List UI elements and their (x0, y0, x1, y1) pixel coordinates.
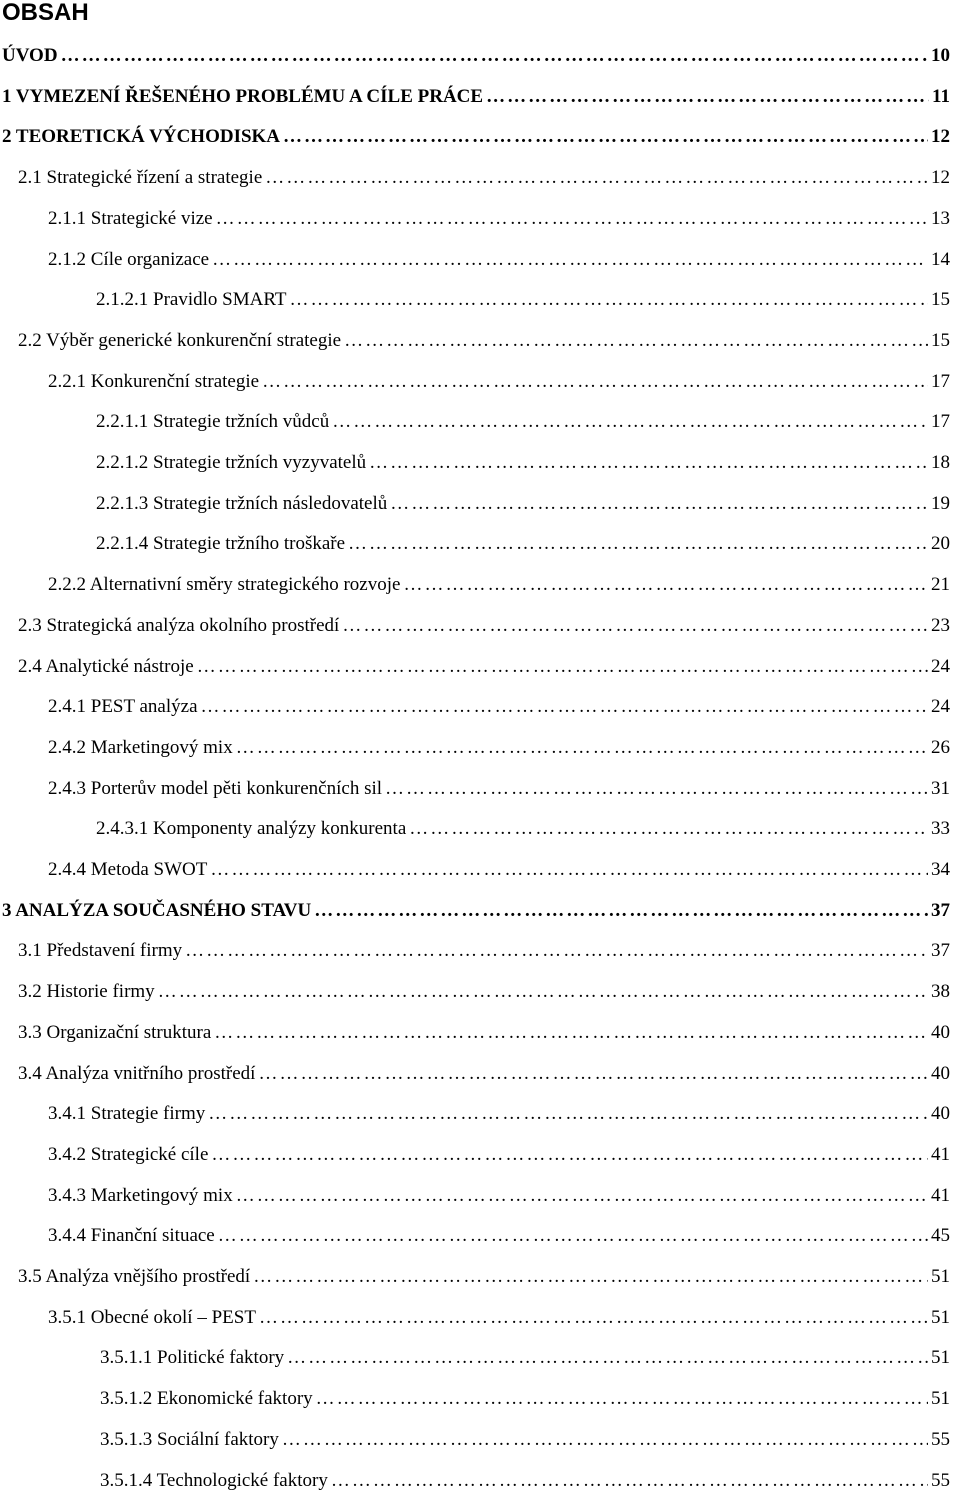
toc-entry-title: 2.2.1.2 Strategie tržních vyzyvatelů (96, 452, 367, 473)
toc-entry-title: 2.2.1.1 Strategie tržních vůdců (96, 411, 330, 432)
toc-page-number: 24 (931, 696, 950, 717)
toc-entry[interactable] (48, 733, 950, 763)
toc-entry[interactable] (18, 1262, 950, 1292)
toc-entry-title: 2.4.2 Marketingový mix (48, 737, 233, 758)
toc-dot-leader (158, 977, 928, 1007)
toc-dot-leader (331, 1466, 928, 1496)
toc-page-number: 11 (932, 86, 950, 107)
toc-dot-leader (385, 774, 928, 804)
toc-entry-title: 2.3 Strategická analýza okolního prostředí (18, 615, 340, 636)
toc-entry-title: 2.2.1.3 Strategie tržních následovatelů (96, 493, 388, 514)
toc-dot-leader (214, 1018, 928, 1048)
toc-entry-title: 3.4.3 Marketingový mix (48, 1185, 233, 1206)
toc-entry[interactable] (18, 936, 950, 966)
toc-page-number: 10 (931, 45, 950, 66)
toc-page-number: 26 (931, 737, 950, 758)
toc-dot-leader (197, 652, 928, 682)
toc-page-number: 51 (931, 1347, 950, 1368)
toc-entry-title: 3.2 Historie firmy (18, 981, 155, 1002)
toc-entry[interactable] (18, 1059, 950, 1089)
toc-dot-leader (289, 285, 928, 315)
toc-page-number: 51 (931, 1266, 950, 1287)
toc-dot-leader (403, 570, 928, 600)
toc-dot-leader (344, 326, 928, 356)
toc-entry-title: 2.2.1.4 Strategie tržního troškaře (96, 533, 346, 554)
toc-entry-title: 3.5.1.3 Sociální faktory (100, 1429, 279, 1450)
toc-dot-leader (185, 936, 928, 966)
toc-page-number: 15 (931, 289, 950, 310)
toc-dot-leader (208, 1099, 928, 1129)
toc-dot-leader (265, 163, 928, 193)
toc-page-number: 37 (931, 900, 950, 921)
toc-entry[interactable] (100, 1425, 950, 1455)
toc-dot-leader (390, 489, 928, 519)
toc-dot-leader (283, 122, 928, 152)
toc-page-number: 40 (931, 1063, 950, 1084)
toc-entry-title: 3.4.1 Strategie firmy (48, 1103, 206, 1124)
toc-entry[interactable] (48, 1140, 950, 1170)
toc-entry[interactable] (48, 855, 950, 885)
toc-entry[interactable] (96, 814, 950, 844)
toc-entry[interactable] (100, 1384, 950, 1414)
toc-dot-leader (212, 245, 928, 275)
toc-entry[interactable] (48, 1221, 950, 1251)
toc-entry[interactable] (96, 529, 950, 559)
toc-entry-title: 1 VYMEZENÍ ŘEŠENÉHO PROBLÉMU A CÍLE PRÁCE (2, 86, 484, 107)
toc-entry[interactable] (18, 611, 950, 641)
toc-page-number: 51 (931, 1307, 950, 1328)
toc-page-number: 19 (931, 493, 950, 514)
toc-dot-leader (236, 1181, 928, 1211)
toc-entry[interactable] (100, 1466, 950, 1496)
toc-entry-title: 2.1.2.1 Pravidlo SMART (96, 289, 287, 310)
toc-dot-leader (348, 529, 928, 559)
toc-dot-leader (282, 1425, 928, 1455)
toc-page-number: 13 (931, 208, 950, 229)
toc-entry[interactable] (48, 774, 950, 804)
toc-entry[interactable] (18, 163, 950, 193)
toc-page-number: 12 (931, 126, 950, 147)
toc-entry-title: 2.4.1 PEST analýza (48, 696, 198, 717)
toc-page-number: 31 (931, 778, 950, 799)
toc-entry[interactable] (2, 122, 950, 152)
toc-entry[interactable] (96, 285, 950, 315)
toc-page-number: 20 (931, 533, 950, 554)
toc-entry-title: 3.1 Představení firmy (18, 940, 183, 961)
toc-page-number: 51 (931, 1388, 950, 1409)
toc-page-number: 14 (931, 249, 950, 270)
toc-page-number: 12 (931, 167, 950, 188)
toc-entry-title: 3.4.2 Strategické cíle (48, 1144, 209, 1165)
toc-entry[interactable] (2, 41, 950, 71)
toc-dot-leader (201, 692, 928, 722)
toc-dot-leader (314, 896, 928, 926)
toc-page-number: 23 (931, 615, 950, 636)
toc-dot-leader (316, 1384, 928, 1414)
toc-entry-title: 2.1.2 Cíle organizace (48, 249, 210, 270)
toc-entry-title: 2.4.3.1 Komponenty analýzy konkurenta (96, 818, 407, 839)
toc-dot-leader (332, 407, 928, 437)
toc-page-number: 17 (931, 411, 950, 432)
toc-dot-leader (486, 82, 929, 112)
toc-dot-leader (409, 814, 928, 844)
toc-dot-leader (218, 1221, 928, 1251)
toc-entry-title: 3.3 Organizační struktura (18, 1022, 212, 1043)
toc-page-number: 34 (931, 859, 950, 880)
toc-entry[interactable] (48, 367, 950, 397)
toc-entry-title: 3.5.1 Obecné okolí – PEST (48, 1307, 256, 1328)
toc-entry[interactable] (96, 489, 950, 519)
toc-entry[interactable] (48, 692, 950, 722)
toc-page-number: 55 (931, 1470, 950, 1491)
toc-page-number: 41 (931, 1185, 950, 1206)
toc-title: OBSAH (2, 0, 89, 26)
toc-dot-leader (287, 1343, 928, 1373)
toc-entry[interactable] (48, 245, 950, 275)
toc-dot-leader (259, 1303, 928, 1333)
toc-page-number: 15 (931, 330, 950, 351)
toc-page-number: 55 (931, 1429, 950, 1450)
toc-dot-leader (216, 204, 928, 234)
toc-page-number: 33 (931, 818, 950, 839)
toc-entry[interactable] (18, 977, 950, 1007)
toc-entry-title: 2.4.3 Porterův model pěti konkurenčních sil (48, 778, 383, 799)
toc-entry[interactable] (2, 896, 950, 926)
toc-dot-leader (61, 41, 928, 71)
toc-page-number: 24 (931, 656, 950, 677)
toc-entry-title: 3 ANALÝZA SOUČASNÉHO STAVU (2, 900, 312, 921)
toc-entry[interactable] (18, 1018, 950, 1048)
toc-page-number: 38 (931, 981, 950, 1002)
toc-entry[interactable] (18, 652, 950, 682)
toc-dot-leader (210, 855, 928, 885)
toc-page-number: 40 (931, 1103, 950, 1124)
toc-dot-leader (253, 1262, 928, 1292)
toc-entry-title: 2 TEORETICKÁ VÝCHODISKA (2, 126, 281, 147)
toc-entry-title: 3.5.1.1 Politické faktory (100, 1347, 285, 1368)
toc-entry-title: 2.2.1 Konkurenční strategie (48, 371, 260, 392)
toc-dot-leader (258, 1059, 928, 1089)
toc-dot-leader (342, 611, 928, 641)
toc-entry-title: 3.5.1.4 Technologické faktory (100, 1470, 328, 1491)
toc-entry[interactable] (96, 407, 950, 437)
toc-dot-leader (236, 733, 928, 763)
toc-dot-leader (369, 448, 928, 478)
toc-page-number: 18 (931, 452, 950, 473)
toc-page-number: 37 (931, 940, 950, 961)
toc-page-number: 40 (931, 1022, 950, 1043)
toc-entry-title: 2.2 Výběr generické konkurenční strategie (18, 330, 342, 351)
toc-page-number: 41 (931, 1144, 950, 1165)
toc-entry[interactable] (48, 1099, 950, 1129)
toc-entry-title: 2.2.2 Alternativní směry strategického rozvoje (48, 574, 401, 595)
toc-entry-title: 2.1.1 Strategické vize (48, 208, 213, 229)
toc-entry[interactable] (100, 1343, 950, 1373)
toc-entry-title: 3.4.4 Finanční situace (48, 1225, 215, 1246)
toc-page-number: 21 (931, 574, 950, 595)
toc-entry[interactable] (2, 82, 950, 112)
toc-dot-leader (211, 1140, 928, 1170)
toc-page-number: 17 (931, 371, 950, 392)
toc-entry-title: ÚVOD (2, 45, 58, 66)
toc-entry-title: 2.4.4 Metoda SWOT (48, 859, 208, 880)
toc-entry[interactable] (48, 1303, 950, 1333)
toc-entry-title: 3.4 Analýza vnitřního prostředí (18, 1063, 256, 1084)
toc-page-number: 45 (931, 1225, 950, 1246)
toc-entry[interactable] (48, 204, 950, 234)
toc-entry-title: 3.5 Analýza vnějšího prostředí (18, 1266, 251, 1287)
toc-entry[interactable] (96, 448, 950, 478)
toc-entry[interactable] (48, 570, 950, 600)
toc-entry[interactable] (48, 1181, 950, 1211)
toc-entry-title: 2.1 Strategické řízení a strategie (18, 167, 263, 188)
toc-entry-title: 2.4 Analytické nástroje (18, 656, 194, 677)
toc-entry[interactable] (18, 326, 950, 356)
toc-entry-title: 3.5.1.2 Ekonomické faktory (100, 1388, 313, 1409)
toc-dot-leader (262, 367, 928, 397)
